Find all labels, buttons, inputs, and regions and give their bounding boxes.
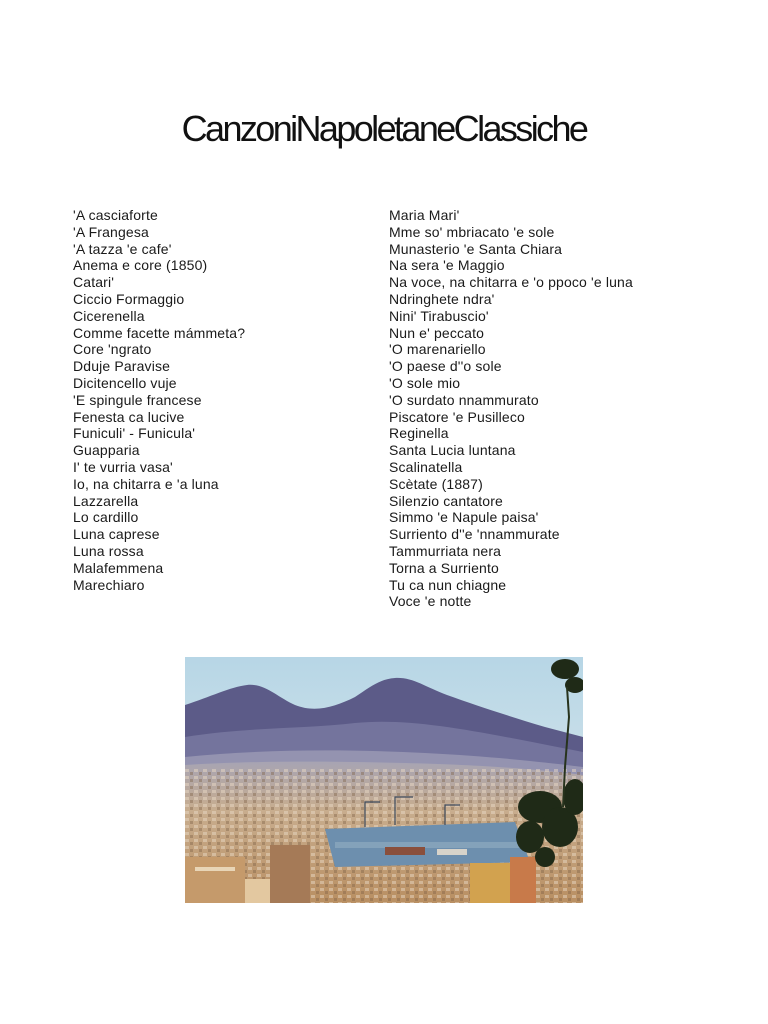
song-title: Na voce, na chitarra e 'o ppoco 'e luna <box>389 274 633 291</box>
song-title: 'A tazza 'e cafe' <box>73 240 172 257</box>
song-title: 'A casciaforte <box>73 207 158 223</box>
song-title: Scètate (1887) <box>389 475 483 492</box>
song-list-right <box>389 207 633 610</box>
song-title: Tu ca nun chiagne <box>389 576 507 593</box>
song-title: Luna caprese <box>73 526 160 543</box>
song-title: Mme so' mbriacato 'e sole <box>389 223 555 240</box>
song-title: Luna rossa <box>73 542 144 559</box>
song-title: Silenzio cantatore <box>389 492 503 509</box>
song-title: Comme facette mámmeta? <box>73 324 246 341</box>
song-title: Nun e' peccato <box>389 324 485 341</box>
song-title: Cicerenella <box>73 307 145 324</box>
song-title: 'O sole mio <box>389 374 461 391</box>
song-title: Catari' <box>73 274 115 291</box>
song-title: Fenesta ca lucive <box>73 408 185 425</box>
song-title: 'A Frangesa <box>73 223 149 240</box>
song-title: Marechiaro <box>73 576 145 593</box>
song-title: 'O marenariello <box>389 341 486 358</box>
song-title: Voce 'e notte <box>389 593 472 610</box>
song-title: Lo cardillo <box>73 509 139 526</box>
song-title: I' te vurria vasa' <box>73 458 173 475</box>
song-title: Tammurriata nera <box>389 542 502 559</box>
song-title: 'O surdato nnammurato <box>389 391 539 408</box>
song-list-left <box>73 207 245 593</box>
song-title: Torna a Surriento <box>389 559 499 576</box>
song-title: Guapparia <box>73 442 140 459</box>
song-title: Anema e core (1850) <box>73 257 208 274</box>
song-title: Ndringhete ndra' <box>389 290 495 307</box>
song-title: Santa Lucia luntana <box>389 442 516 459</box>
song-title: Lazzarella <box>73 492 139 509</box>
song-title: Ciccio Formaggio <box>73 290 185 307</box>
song-title: Dicitencello vuje <box>73 374 177 391</box>
song-title: Munasterio 'e Santa Chiara <box>389 240 563 257</box>
song-title: Funiculi' - Funicula' <box>73 425 196 442</box>
song-title: Reginella <box>389 425 449 442</box>
song-title: Scalinatella <box>389 458 463 475</box>
song-title: Io, na chitarra e 'a luna <box>73 475 219 492</box>
song-title: 'O paese d''o sole <box>389 358 502 375</box>
song-title: Na sera 'e Maggio <box>389 257 505 274</box>
song-title: Malafemmena <box>73 559 164 576</box>
song-title: 'E spingule francese <box>73 391 202 408</box>
song-title: Simmo 'e Napule paisa' <box>389 509 539 526</box>
song-title: Surriento d''e 'nnammurate <box>389 526 560 543</box>
song-title: Maria Mari' <box>389 207 460 223</box>
naples-vesuvius-photo <box>185 657 583 903</box>
song-title: Core 'ngrato <box>73 341 152 358</box>
song-title: Piscatore 'e Pusilleco <box>389 408 525 425</box>
page-title: CanzoniNapoletaneClassiche <box>181 108 587 150</box>
song-title: Nini' Tirabuscio' <box>389 307 489 324</box>
song-title: Dduje Paravise <box>73 358 171 375</box>
